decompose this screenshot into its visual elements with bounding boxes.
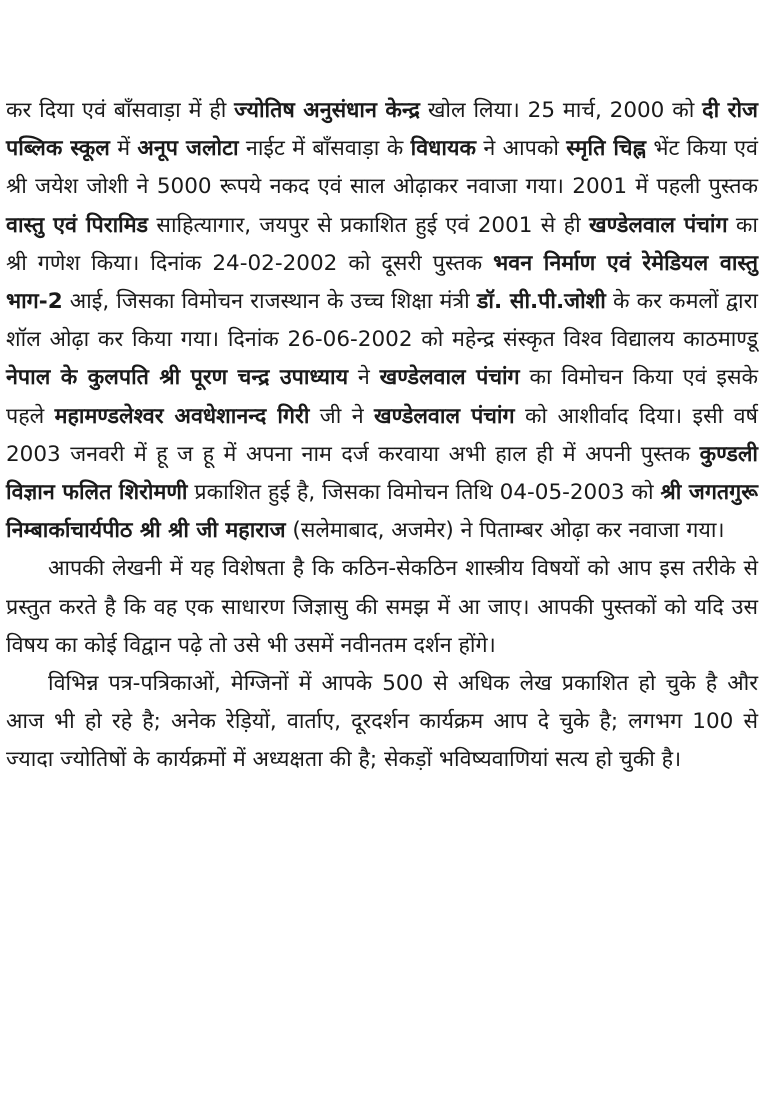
text-run: आपकी लेखनी में यह विशेषता है कि कठिन-सेकठिन शास्त्रीय विषयों को आप इस तरीके से प्रस्तुत करते है कि वह एक साधारण जिज्ञासु की समझ में आ जाए। आपकी पुस्तकों को यदि उस विषय का कोई विद्वान पढ़े तो उसे भी उसमें नवीनतम दर्शन होंगे। [6, 556, 758, 658]
text-run: को आशीर्वाद दिया। इसी वर्ष 2003 जनवरी में हू ज हू में अपना नाम दर्ज करवाया अभी हाल ही में अपनी पुस्तक [6, 403, 758, 467]
bold-text-run: ज्योतिष अनुसंधान केन्द्र [234, 98, 420, 123]
text-run: ने [348, 365, 380, 391]
text-run: भेंट किया एवं श्री जयेश जोशी ने 5000 रूपये नकद एवं साल ओढ़ाकर नवाजा गया। 2001 में पहली पुस्तक [6, 136, 758, 200]
text-run: नाईट में बाँसवाड़ा के [238, 136, 411, 162]
text-run: विभिन्न पत्र-पत्रिकाओं, मेग्जिनों में आपके 500 से अधिक लेख प्रकाशित हो चुके है और आज भी हो रहे है; अनेक रेड़ियों, वार्ताए, दूरदर्शन कार्यक्रम आप दे चुके है; लगभग 100 से ज्यादा ज्योतिषों के कार्यक्रमों में अध्यक्षता की है; सेकड़ों भविष्यवाणियां सत्य हो चुकी है। [6, 671, 758, 773]
text-run: कर दिया एवं बाँसवाड़ा में ही [6, 98, 235, 123]
bold-text-run: दी रोज पब्लिक स्कूल [6, 98, 758, 162]
text-run: आई, जिसका विमोचन राजस्थान के उच्च शिक्षा मंत्री [62, 289, 477, 315]
paragraph-writing-style [6, 550, 758, 665]
bold-text-run: खण्डेलवाल पंचांग [379, 365, 520, 391]
bold-text-run: भवन निर्माण एवं रेमेडियल वास्तु भाग-2 [6, 250, 759, 315]
text-run: का श्री गणेश किया। दिनांक 24-02-2002 को दूसरी पुस्तक [6, 212, 758, 276]
bold-text-run: कुण्डली विज्ञान फलित शिरोमणी [6, 441, 758, 506]
text-run: जी ने [309, 403, 375, 429]
text-run: में [109, 136, 138, 162]
bold-text-run: नेपाल के कुलपति श्री पूरण चन्द्र उपाध्याय [6, 365, 349, 391]
bold-text-run: खण्डेलवाल पंचांग [374, 403, 515, 429]
bold-text-run: खण्डेलवाल पंचांग [589, 212, 728, 238]
text-run: प्रकाशित हुई है, जिसका विमोचन तिथि 04-05-2003 को [187, 480, 661, 506]
text-run: के कर कमलों द्वारा शॉल ओढ़ा कर किया गया। दिनांक 26-06-2002 को महेन्द्र संस्कृत विश्व विद्यालय काठमाण्डू [6, 289, 758, 353]
bold-text-run: श्री जगतगुरू निम्बार्काचार्यपीठ श्री श्री जी महाराज [6, 480, 758, 544]
bold-text-run: स्मृति चिह्न [566, 136, 646, 162]
bold-text-run: अनूप जलोटा [137, 136, 239, 162]
bold-text-run: वास्तु एवं पिरामिड [6, 212, 149, 238]
paragraph-publications [6, 665, 758, 780]
bold-text-run: महामण्डलेश्वर अवधेशानन्द गिरी [54, 403, 310, 429]
text-run: (सलेमाबाद, अजमेर) ने पिताम्बर ओढ़ा कर नवाजा गया। [285, 518, 725, 544]
paragraph-biography [6, 92, 758, 550]
text-run: खोल लिया। 25 मार्च, 2000 को [419, 98, 703, 123]
bold-text-run: डॉ. सी.पी.जोशी [476, 289, 606, 315]
text-run: का विमोचन किया एवं इसके पहले [6, 365, 758, 429]
bold-text-run: विधायक [410, 136, 476, 162]
text-run: साहित्यागार, जयपुर से प्रकाशित हुई एवं 2001 से ही [148, 212, 590, 238]
text-run: ने आपको [475, 136, 567, 162]
